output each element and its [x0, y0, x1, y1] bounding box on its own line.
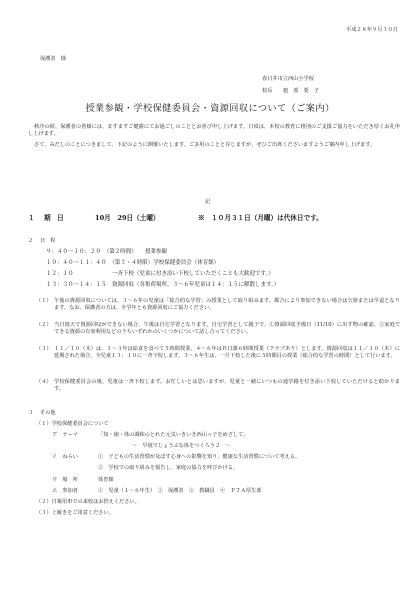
school-name: 春日井市立西山小学校 — [262, 76, 314, 82]
theme-label: ア テーマ — [52, 432, 78, 438]
addressee: 保護者 様 — [40, 56, 66, 62]
section1-number: １ — [28, 214, 35, 222]
note-text: 午後の資源回収については、３～６年の児童は「総合的な学習」の授業として取り組みます。都合により参加できない場合は欠席または早退となります。なお、保護者の方は、全学年とも資源回収にご協力ください。 — [54, 298, 400, 312]
intro-paragraph-2: さて、みだしのことにつきまして、下記のように開催いたします。ご多用のことと存じますが、ぜひご出席くださいますようご案内申し上げます。 — [34, 142, 376, 148]
note-number: （４） — [36, 379, 52, 385]
section3-number: ３ — [28, 410, 34, 416]
parking-note: （２）日案用車での来校はお控えください。 — [36, 499, 140, 505]
schedule-row: １２：１０ 一斉下校（児童に付き添い下校していただくことも大歓迎です。） — [46, 271, 274, 277]
place-value: 体育館 — [98, 477, 114, 483]
participants-label: エ 参加者 — [52, 488, 78, 494]
aim-label: イ ねらい — [52, 454, 78, 460]
document-date: 平成２８年９月３０日 — [346, 27, 398, 33]
principal-name: 校長 廻 部 要 子 — [262, 88, 320, 94]
section3-label: その他 — [40, 410, 56, 416]
aim-item: ① 子どもの生活習慣が及ぼす心身への影響を知り、健康な生活習慣について考える。 — [98, 454, 301, 460]
theme-text: 「知・徳・体の調和のとれた元気いきいき西山っ子をめざして」 — [98, 432, 249, 438]
note-number: （１） — [36, 298, 52, 304]
participants-list: ① 児童（１～６年生） ② 保護者 ③ 教職員 ④ ＰＴＡ厚生部 — [98, 488, 262, 494]
intro-paragraph-1: 秋冷の候、保護者の皆様には、ますますご健勝にてお過ごしのこととお喜び申し上げます。日頃は、本校の教育に格別のご支援ご協力をいただき厚くお礼申し上げます。 — [28, 124, 400, 138]
note-text: 学校保健委員会の後、児童は一斉下校します。お忙しいとは思いますが、児童と一緒にいつもの通学路を付き添い下校していただけると助かります。 — [54, 379, 400, 393]
section2-number: ２ — [28, 238, 34, 244]
ki-label: 記 — [205, 199, 211, 205]
substitute-holiday-note: ※ １０月３１日（月曜）は代休日です。 — [198, 214, 323, 222]
section1-label: 期 日 — [44, 214, 64, 222]
event-date: 10月 29日（土曜） — [95, 214, 160, 222]
theme-subtitle: ～ 早寝でじょうぶな体をつくろう２ ～ — [132, 443, 231, 449]
health-committee-heading: （１）学校保健委員会について — [36, 421, 109, 427]
note-number: （３） — [36, 346, 52, 352]
indoor-shoes-note: （３）上履きをご用意ください。 — [36, 510, 114, 516]
place-label: ウ 場 所 — [52, 477, 78, 483]
note-number: （２） — [36, 322, 52, 328]
schedule-row: １３：３０～１４：１５ 資源回収（各集荷場所、３～６年児童は１４：１５に解散します。） — [46, 282, 280, 288]
section2-label: 日 程 — [40, 238, 56, 244]
schedule-row: １０：４０～１１：４０ （第３・４時限）学校保健委員会（体育館） — [46, 260, 220, 266]
aim-item: ② 学校での取り組みを報告し、家庭の協力を呼びかける。 — [98, 465, 239, 471]
schedule-row: ９：４０～１０：２０ （第２時間） 授業参観 — [46, 249, 168, 255]
page-title: 授業参観・学校保健委員会・資源回収について（ご案内） — [85, 103, 335, 114]
note-text: １１／１０（木）は、１～３年は給食を食べて５時間授業、４～６年はＢ日課６時間授業（クラブあり）とします。資源回収は１１／１０（木）に延期された場合、全児童１３：１０に一斉下校します。３～６年生は、一旦下校した後に５時間目の授業（総合的な学習の時間）として行います。 — [54, 346, 400, 360]
note-text: 当日雨天で資源回収ができない場合、午後は自宅学習となります。自宅学習として親子で、①資源回収予備日（11/10）に出す物の確認、②家庭でできる資源の有効利用などのうちいずれかのいくつかについて話し合ってください。 — [54, 322, 400, 336]
